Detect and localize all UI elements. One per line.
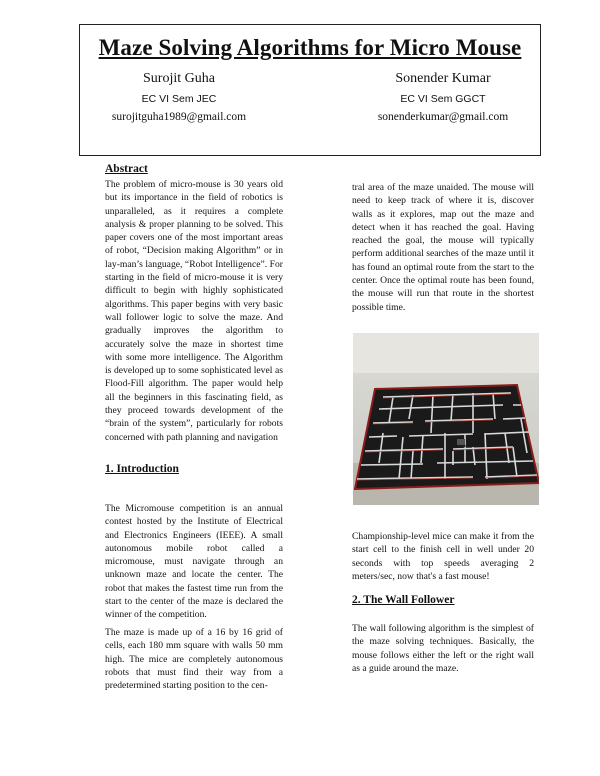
- championship-paragraph: Championship-level mice can make it from the start cell to the finish cell in well under 20 seconds with top speeds averaging 2 meters/sec, now that's a fast mouse!: [352, 531, 534, 582]
- continuation-paragraph: tral area of the maze unaided. The mouse will need to keep track of where it is, discover walls as it explores, map out the maze and detect when it has reached the goal. Having reached the goal, the mouse will typically perform additional searches of the maze until it has found an optimal route from the start to the center. Once the optimal route has been found, the mouse will run that route in the shortest possible time.: [352, 182, 534, 313]
- abstract-paragraph: The problem of micro-mouse is 30 years old but its importance in the field of robotics is unparalleled, as it requires a complete analysis & proper planning to be solved. This paper covers one of the most important areas of robot, “Decision making Algorithm” or in lay-man’s language, “Robot Intelligence”. For starting in the field of micro-mouse it is very difficult to begin with highly sophisticated algorithms. This paper begins with very basic wall follower logic to solve the maze. And gradually improves the algorithm to accurately solve the maze in shortest time with some more intelligence. The Algorithm is developed up to some sophisticated level as Flood-Fill algorithm. The paper would help all the beginners in this fascinating field, as they proceed towards development of the “brain of the system”, particularly for robots concerned with path planning and navigation: [105, 179, 283, 443]
- author-affiliation: EC VI Sem GGCT: [400, 93, 486, 105]
- introduction-paragraph-1: [105, 502, 283, 622]
- author-email: sonenderkumar@gmail.com: [377, 111, 509, 123]
- abstract-heading: Abstract: [105, 163, 148, 175]
- wall-follower-text: [352, 622, 534, 675]
- paper-title: Maze Solving Algorithms for Micro Mouse: [98, 35, 522, 60]
- author-name: Sonender Kumar: [395, 71, 491, 86]
- wall-follower-paragraph: The wall following algorithm is the simplest of the maze solving techniques. Basically, the mouse follows either the left or the right wall as a guide around the maze.: [352, 623, 534, 674]
- introduction-paragraph-2: [105, 626, 283, 692]
- intro-paragraph: The maze is made up of a 16 by 16 grid of cells, each 180 mm square with walls 50 mm high. The mice are completely autonomous robots that must find their way from a predetermined starting position to the cen-: [105, 627, 283, 692]
- intro-paragraph: The Micromouse competition is an annual contest hosted by the Institute of Electrical and Electronics Engineers (IEEE). A small autonomous mobile robot called a micromouse, must navigate through an unknown maze and locate the center. The robot that makes the fastest time run from the start to the center of the maze is declared the winner of the competition.: [105, 503, 283, 621]
- title-box: [79, 24, 541, 156]
- author-name: Surojit Guha: [143, 71, 215, 86]
- maze-photo-image: [353, 333, 539, 505]
- author-email: surojitguha1989@gmail.com: [111, 111, 247, 123]
- introduction-heading: 1. Introduction: [105, 463, 179, 475]
- maze-photo: [353, 333, 539, 505]
- wall-follower-heading: 2. The Wall Follower: [352, 594, 455, 606]
- abstract-text: [105, 178, 283, 444]
- author-affiliation: EC VI Sem JEC: [141, 93, 217, 105]
- column2-continuation: [352, 181, 534, 314]
- after-figure-paragraph: [352, 530, 534, 583]
